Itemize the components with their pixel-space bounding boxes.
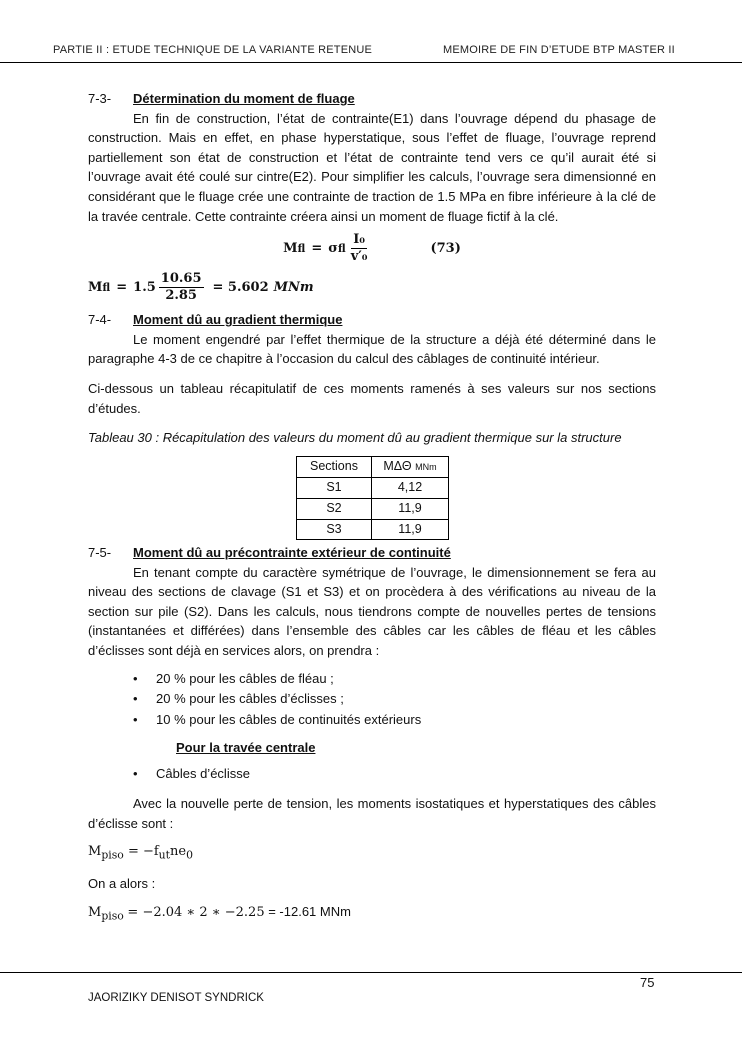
- eq2-fraction: [159, 271, 204, 304]
- list-item: • 10 % pour les câbles de continuités extérieurs: [133, 711, 422, 727]
- table-cell-section: S2: [297, 498, 372, 519]
- thermal-moment-table: [296, 456, 449, 540]
- equation-73: [88, 232, 656, 265]
- eq2-numerator: 10.65: [160, 271, 202, 287]
- eq4-result: = -12.61 MNm: [264, 904, 351, 920]
- table-caption: Tableau 30 : Récapitulation des valeurs du moment dû au gradient thermique sur la structure: [88, 430, 622, 446]
- table-header-moment: MΔΘ MNm: [372, 456, 449, 478]
- section-title: Détermination du moment de fluage: [133, 91, 355, 106]
- table-header-unit: MNm: [415, 461, 437, 472]
- eq2-result: = 5.602: [212, 279, 269, 295]
- section-title: Moment dû au gradient thermique: [133, 312, 343, 328]
- table-cell-value: 11,9: [372, 498, 449, 519]
- section-7-3-heading: [88, 89, 656, 109]
- eq2-coef: 1.5: [133, 279, 156, 295]
- equation-mfl-value: [88, 271, 656, 304]
- eq-sigma: σ: [328, 240, 338, 256]
- table-cell-section: S1: [297, 478, 372, 499]
- section-7-4-paragraph-1: Le moment engendré par l’effet thermique de la structure a déjà été déterminé dans le paragraphe 4-3 de ce chapitre à l’occasion du calcul des câblages de continuité intérieur.: [88, 331, 656, 367]
- eq-equals: =: [311, 240, 323, 256]
- equation-mpiso: $M_{piso} = -f_{ut}ne_0$: [88, 844, 193, 863]
- section-7-3-paragraph: En fin de construction, l’état de contrainte(E1) dans l’ouvrage dépend du phasage de construction. Mais en effet, en phase hyperstatique, sous l’effet de fluage, l’ouvrage reprend partiellement son état de construction et l’état de contrainte tend vers ce qu’il aurait été si l’ouvrage avait été coulé sur cintre(E2). Pour simplifier les calculs, l’ouvrage sera dimensionné en considérant que le fluage crée une contrainte de traction de 1.5 MPa en fibre inférieure à la clé de la travée centrale. Cette contrainte créera ainsi un moment de fluage fictif à la clé.: [88, 110, 656, 224]
- table-header-sections: Sections: [297, 456, 372, 478]
- section-7-4-paragraph-2: Ci-dessous un tableau récapitulatif de ces moments ramenés à ses valeurs sur nos sections d’études.: [88, 380, 656, 416]
- section-number: 7-3-: [88, 91, 112, 106]
- eq-lhs-sub: fl: [297, 241, 306, 255]
- section-7-5-paragraph-2: Avec la nouvelle perte de tension, les moments isostatiques et hyperstatiques des câbles d’éclisse sont :: [88, 796, 656, 831]
- eq2-lhs-sub: fl: [102, 280, 111, 294]
- eq-lhs: M: [283, 240, 298, 256]
- header-right: MEMOIRE DE FIN D’ETUDE BTP MASTER II: [443, 44, 675, 56]
- header-left: PARTIE II : ETUDE TECHNIQUE DE LA VARIANTE RETENUE: [53, 44, 373, 56]
- section-7-5-paragraph-3: On a alors :: [88, 875, 156, 891]
- subheading-central-span: Pour la travée centrale: [176, 740, 316, 756]
- section-number: 7-4-: [88, 312, 112, 328]
- footer-divider: [0, 972, 742, 973]
- section-7-4-heading: [88, 310, 656, 330]
- page-number: 75: [640, 975, 655, 990]
- section-title: Moment dû au précontrainte extérieur de continuité: [133, 545, 451, 561]
- cable-list: [88, 764, 656, 785]
- section-7-5-paragraph: En tenant compte du caractère symétrique de l’ouvrage, le dimensionnement se fera au niveau des sections de clavage (S1 et S3) et on procèdera à des vérifications au niveau de la section sur pile (S2). Dans les calculs, nous tiendrons compte de nouvelles pertes de tensions (instantanées et différées) dans l’ensemble des câbles car les câbles de fléau et les câbles d’éclisses sont déjà en services alors, on prendra :: [88, 564, 656, 659]
- table-row: [297, 478, 449, 499]
- loss-percentages-list: [88, 669, 656, 731]
- eq-fraction: [349, 232, 370, 265]
- equation-mpiso-value: $M_{piso} = -2.04$ ∗ 2 ∗ −2.25 = -12.61 MNm: [88, 904, 351, 923]
- eq2-equals: =: [116, 279, 128, 295]
- table-cell-value: 11,9: [372, 519, 449, 540]
- list-item: • Câbles d’éclisse: [133, 765, 250, 781]
- eq2-unit: MNm: [273, 279, 314, 295]
- section-7-5-heading: [88, 543, 656, 563]
- table-cell-section: S3: [297, 519, 372, 540]
- footer-author: JAORIZIKY DENISOT SYNDRICK: [88, 992, 264, 1004]
- table-row: [297, 519, 449, 540]
- equation-number: (73): [430, 240, 461, 256]
- list-item: • 20 % pour les câbles de fléau ;: [133, 670, 334, 686]
- eq2-lhs: M: [88, 279, 103, 295]
- eq-numerator: I₀: [353, 232, 365, 248]
- table-row: [297, 498, 449, 519]
- eq-sigma-sub: fl: [337, 241, 346, 255]
- list-item: • 20 % pour les câbles d’éclisses ;: [133, 691, 344, 707]
- page-content: [88, 89, 656, 926]
- eq2-denominator: 2.85: [165, 288, 197, 304]
- section-number: 7-5-: [88, 545, 112, 561]
- table-cell-value: 4,12: [372, 478, 449, 499]
- eq-denominator: v′₀: [350, 249, 368, 265]
- header-divider: [0, 62, 742, 63]
